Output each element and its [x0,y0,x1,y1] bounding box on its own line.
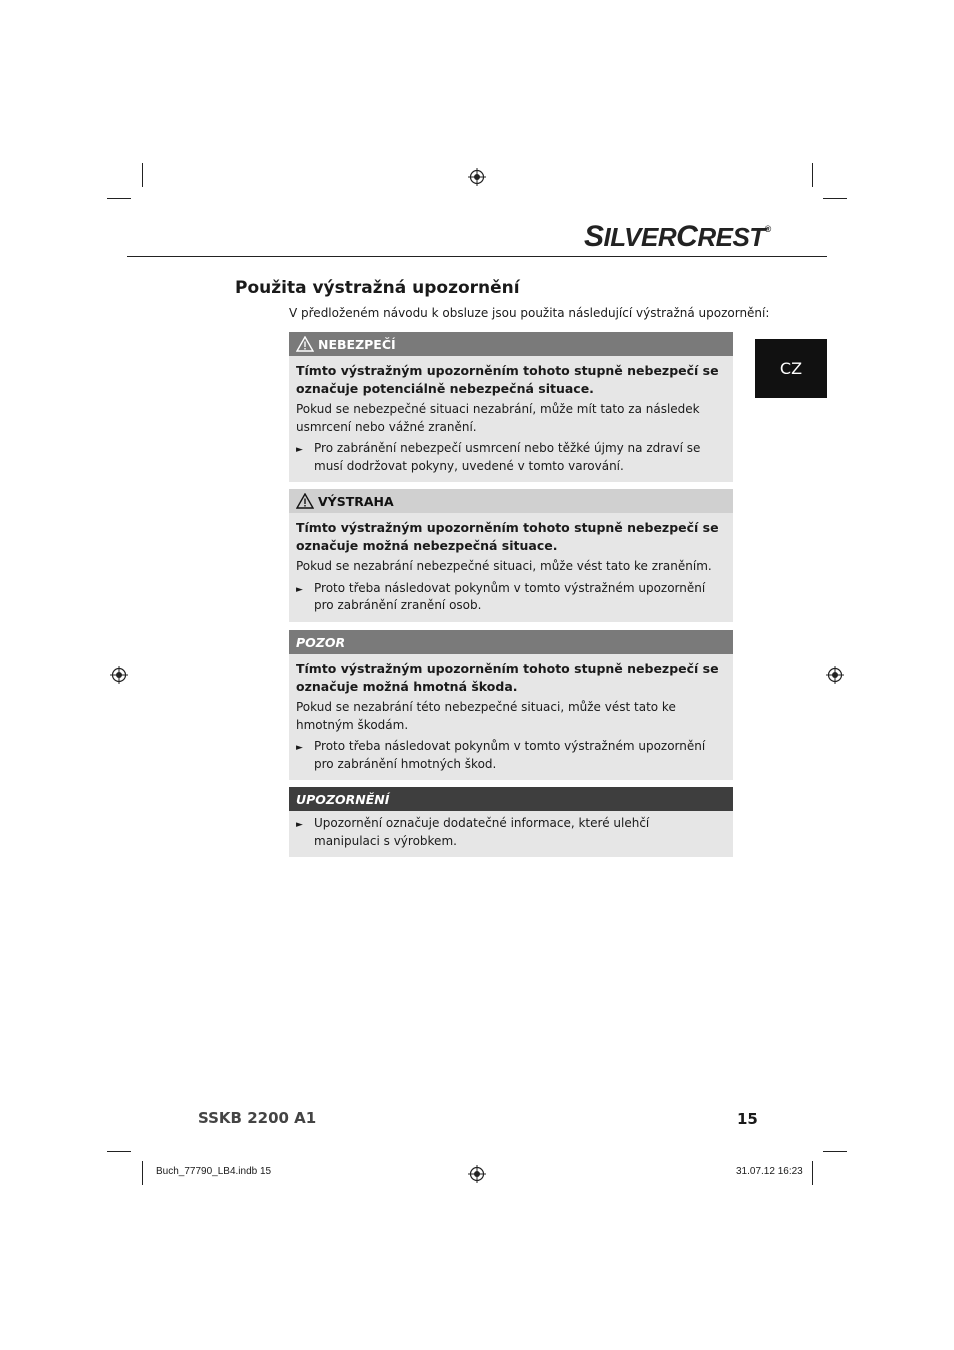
crop-mark [812,1161,813,1185]
warning-header [289,489,733,513]
arrow-right-icon: ► [296,445,303,455]
warning-lead: Tímto výstražným upozorněním tohoto stupně nebezpečí se označuje potenciálně nebezpečná situace. [296,363,719,396]
section-title: Použita výstražná upozornění [235,278,520,298]
arrow-right-icon: ► [296,820,303,830]
crop-mark [823,198,847,199]
warning-label: POZOR [296,634,346,650]
crop-mark [107,1151,131,1152]
language-tab: CZ [755,339,827,398]
warning-triangle-icon [296,336,314,352]
warning-header [289,630,733,654]
warning-label: NEBEZPEČÍ [318,336,396,352]
registration-mark-icon [468,168,486,186]
registration-mark-icon [468,1165,486,1183]
crop-mark [107,198,131,199]
silvercrest-logo: SILVERCREST® [584,220,771,253]
warning-label: VÝSTRAHA [318,493,394,509]
warning-bullet: Proto třeba následovat pokynům v tomto výstražném upozornění pro zabránění zranění osob. [314,580,706,612]
crop-mark [142,1161,143,1185]
warning-text: Pokud se nezabrání této nebezpečné situaci, může vést tato ke hmotným škodám. [296,700,676,732]
warning-body [289,811,733,857]
warning-box-caution [289,630,733,780]
header-rule [127,256,827,257]
warning-lead: Tímto výstražným upozorněním tohoto stupně nebezpečí se označuje možná nebezpečná situace. [296,520,719,553]
crop-mark [142,163,143,187]
crop-mark [812,163,813,187]
warning-header [289,787,733,811]
warning-text: Pokud se nebezpečné situaci nezabrání, může mít tato za následek usmrcení nebo vážné zranění. [296,402,700,434]
page-number: 15 [737,1110,758,1128]
warning-text: Pokud se nezabrání nebezpečné situaci, může vést tato ke zraněním. [296,559,712,573]
warning-label: UPOZORNĚNÍ [296,791,390,807]
warning-triangle-icon [296,493,314,509]
warning-body [289,356,733,482]
list-item [296,815,723,850]
arrow-right-icon: ► [296,743,303,753]
warning-lead: Tímto výstražným upozorněním tohoto stupně nebezpečí se označuje možná hmotná škoda. [296,661,719,694]
warning-header [289,332,733,356]
warning-box-warning [289,489,733,622]
arrow-right-icon: ► [296,584,303,595]
list-item [296,738,723,773]
registration-mark-icon [110,666,128,684]
slug-date: 31.07.12 16:23 [736,1166,803,1177]
footer-model: SSKB 2200 A1 [198,1109,317,1127]
list-item [296,580,723,615]
warning-bullet: Proto třeba následovat pokynům v tomto výstražném upozornění pro zabránění hmotných škod. [314,739,706,771]
crop-mark [823,1151,847,1152]
warning-body [289,513,733,622]
warning-bullet: Pro zabránění nebezpečí usmrcení nebo těžké újmy na zdraví se musí dodržovat pokyny, uvedené v tomto varování. [314,441,701,473]
warning-box-danger [289,332,733,482]
warning-bullet: Upozornění označuje dodatečné informace, které ulehčí manipulaci s výrobkem. [314,816,650,848]
warning-body [289,654,733,780]
slug-file: Buch_77790_LB4.indb 15 [156,1166,272,1177]
list-item [296,440,723,475]
intro-text: V předloženém návodu k obsluze jsou použita následující výstražná upozornění: [289,306,770,320]
warning-box-notice [289,787,733,857]
registration-mark-icon [826,666,844,684]
